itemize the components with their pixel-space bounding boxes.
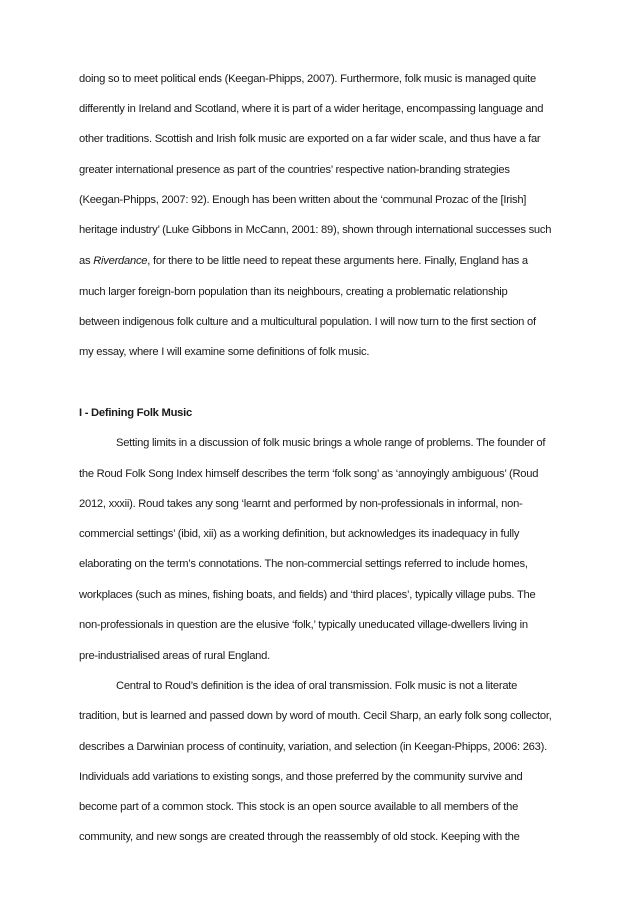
text-line: commercial settings’ (ibid, xii) as a working definition, but acknowledges its inadequacy in fully <box>79 528 520 541</box>
text-line: Central to Roud’s definition is the idea of oral transmission. Folk music is not a literate <box>116 679 518 692</box>
text-line: between indigenous folk culture and a multicultural population. I will now turn to the first section of <box>79 315 536 328</box>
text-line: elaborating on the term’s connotations. The non-commercial settings referred to include homes, <box>79 558 528 571</box>
text-line: workplaces (such as mines, fishing boats, and fields) and ‘third places’, typically village pubs. The <box>79 589 536 602</box>
text-line: Individuals add variations to existing songs, and those preferred by the community survive and <box>79 770 523 783</box>
text-line: non-professionals in question are the elusive ‘folk,’ typically uneducated village-dwellers living in <box>79 619 528 632</box>
text-run: , for there to be little need to repeat these arguments here. Finally, England has a <box>147 255 528 268</box>
text-line: community, and new songs are created through the reassembly of old stock. Keeping with the <box>79 831 520 843</box>
text-line: 2012, xxxii). Roud takes any song ‘learnt and performed by non-professionals in informal, non- <box>79 498 523 510</box>
text-run: as <box>79 255 94 268</box>
text-line: the Roud Folk Song Index himself describes the term ‘folk song’ as ‘annoyingly ambiguous’ (Roud <box>79 467 539 480</box>
text-line: doing so to meet political ends (Keegan-Phipps, 2007). Furthermore, folk music is managed quite <box>79 73 536 85</box>
text-line: tradition, but is learned and passed down by word of mouth. Cecil Sharp, an early folk song collector, <box>79 709 552 722</box>
text-line: greater international presence as part of the countries’ respective nation-branding strategies <box>79 164 510 177</box>
text-line: other traditions. Scottish and Irish folk music are exported on a far wider scale, and thus have a far <box>79 133 541 146</box>
text-line: my essay, where I will examine some definitions of folk music. <box>79 345 370 358</box>
text-line: heritage industry’ (Luke Gibbons in McCann, 2001: 89), shown through international successes such <box>79 224 552 237</box>
text-line: much larger foreign-born population than its neighbours, creating a problematic relationship <box>79 285 508 298</box>
text-line: differently in Ireland and Scotland, where it is part of a wider heritage, encompassing language and <box>79 103 544 116</box>
text-line: describes a Darwinian process of continuity, variation, and selection (in Keegan-Phipps, 2006: 263). <box>79 740 547 753</box>
italic-title: Riverdance <box>93 255 148 268</box>
text-line: Setting limits in a discussion of folk music brings a whole range of problems. The founder of <box>116 436 546 449</box>
text-line: (Keegan-Phipps, 2007: 92). Enough has been written about the ‘communal Prozac of the [Irish] <box>79 194 527 207</box>
text-line-with-italic <box>79 254 528 268</box>
text-line: pre-industrialised areas of rural England. <box>79 649 270 662</box>
section-heading: I - Defining Folk Music <box>79 406 192 419</box>
text-line: become part of a common stock. This stock is an open source available to all members of the <box>79 800 519 813</box>
